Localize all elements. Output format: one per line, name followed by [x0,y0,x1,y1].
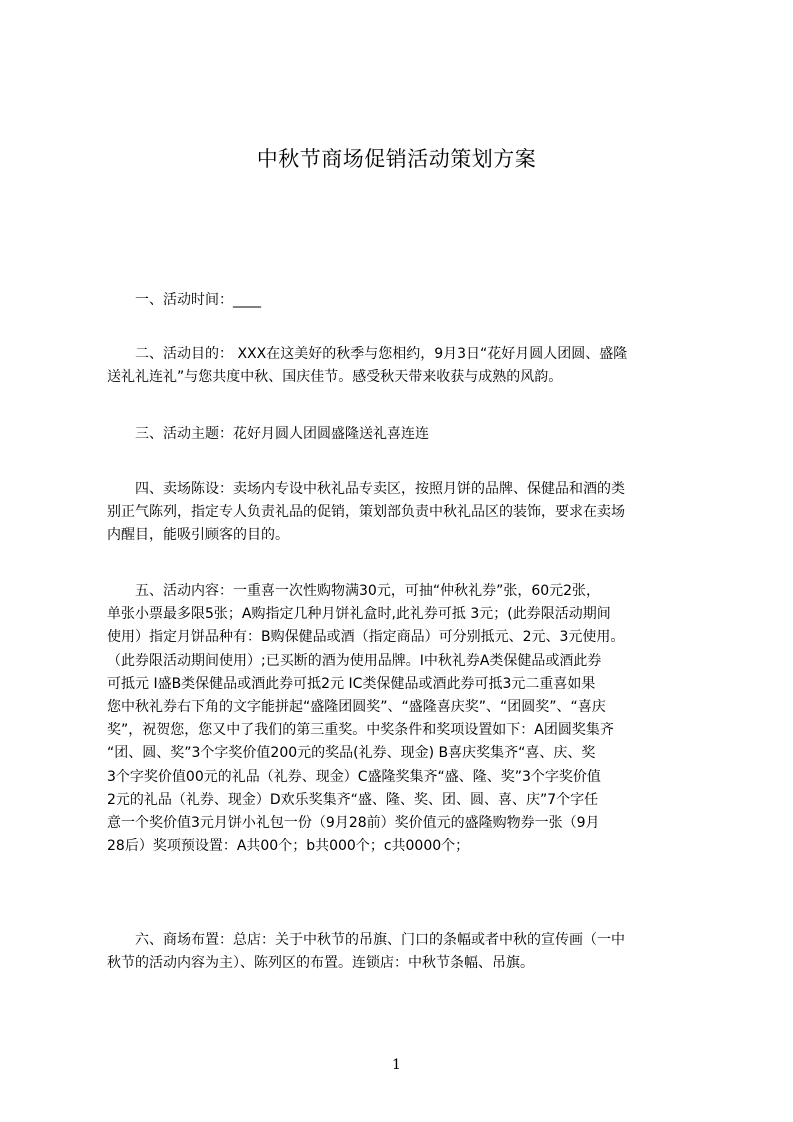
paragraph-line: 五、活动内容：一重喜一次性购物满30元，可抽“仲秋礼券”张，60元2张， [107,583,601,599]
paragraph-line: “团、圆、奖”3个字奖价值200元的奖品(礼券、现金) B喜庆奖集齐“喜、庆、奖 [107,745,596,762]
section-activity-time [107,289,697,312]
paragraph-line: 28后）奖项预设置：A共00个；b共000个；c共0000个； [107,838,470,855]
document-title: 中秋节商场促销活动策划方案 [256,147,537,171]
paragraph-line: （此券限活动期间使用）;已买断的酒为使用品牌。I中秋礼券A类保健品或酒此券 [107,652,602,669]
paragraph-line: 秋节的活动内容为主）、陈列区的布置。连锁店：中秋节条幅、吊旗。 [107,955,534,972]
paragraph-line: 可抵元 I盛B类保健品或酒此券可抵2元 IC类保健品或酒此券可抵3元二重喜如果 [107,675,596,692]
paragraph-line: 一、活动时间：____ [107,292,261,308]
section-activity-purpose [107,343,697,389]
paragraph-line: 三、活动主题：花好月圆人团圆盛隆送礼喜连连 [107,426,429,442]
paragraph-line: 四、卖场陈设：卖场内专设中秋礼品专卖区，按照月饼的品牌、保健品和酒的类 [107,481,625,497]
paragraph-line: 二、活动目的： XXX在这美好的秋季与您相约，9月3日“花好月圆人团圆、盛隆 [107,346,628,362]
section-activity-content [107,580,697,858]
paragraph-line: 3个字奖价值00元的礼品（礼券、现金）C盛隆奖集齐“盛、隆、奖”3个字奖价值 [107,768,601,785]
paragraph-line: 送礼礼连礼”与您共度中秋、国庆佳节。感受秋天带来收获与成熟的风韵。 [107,369,563,386]
section-mall-layout [107,929,697,975]
section-store-display [107,478,697,548]
paragraph-line: 奖”，祝贺您，您又中了我们的第三重奖。中奖条件和奖项设置如下：A团圆奖集齐 [107,722,614,739]
paragraph-line: 意一个奖价值3元月饼小礼包一份（9月28前）奖价值元的盛隆购物券一张（9月 [107,814,600,831]
paragraph-line: 单张小票最多限5张；A购指定几种月饼礼盒时,此礼券可抵 3元；(此券限活动期间 [107,606,611,623]
page-number: 1 [392,1057,401,1073]
paragraph-line: 内醒目，能吸引顾客的目的。 [107,527,289,544]
paragraph-line: 使用）指定月饼品种有：B购保健品或酒（指定商品）可分别抵元、2元、3元使用。 [107,629,625,646]
paragraph-line: 别正气陈列，指定专人负责礼品的促销，策划部负责中秋礼品区的装饰，要求在卖场 [107,504,625,521]
section-activity-theme [107,423,697,446]
paragraph-line: 2元的礼品（礼券、现金）D欢乐奖集齐“盛、隆、奖、团、圆、喜、庆”7个字任 [107,791,599,808]
paragraph-line: 您中秋礼券右下角的文字能拼起“盛隆团圆奖”、“盛隆喜庆奖”、“团圆奖”、“喜庆 [107,698,606,715]
paragraph-line: 六、商场布置：总店：关于中秋节的吊旗、门口的条幅或者中秋的宣传画（一中 [107,932,625,948]
